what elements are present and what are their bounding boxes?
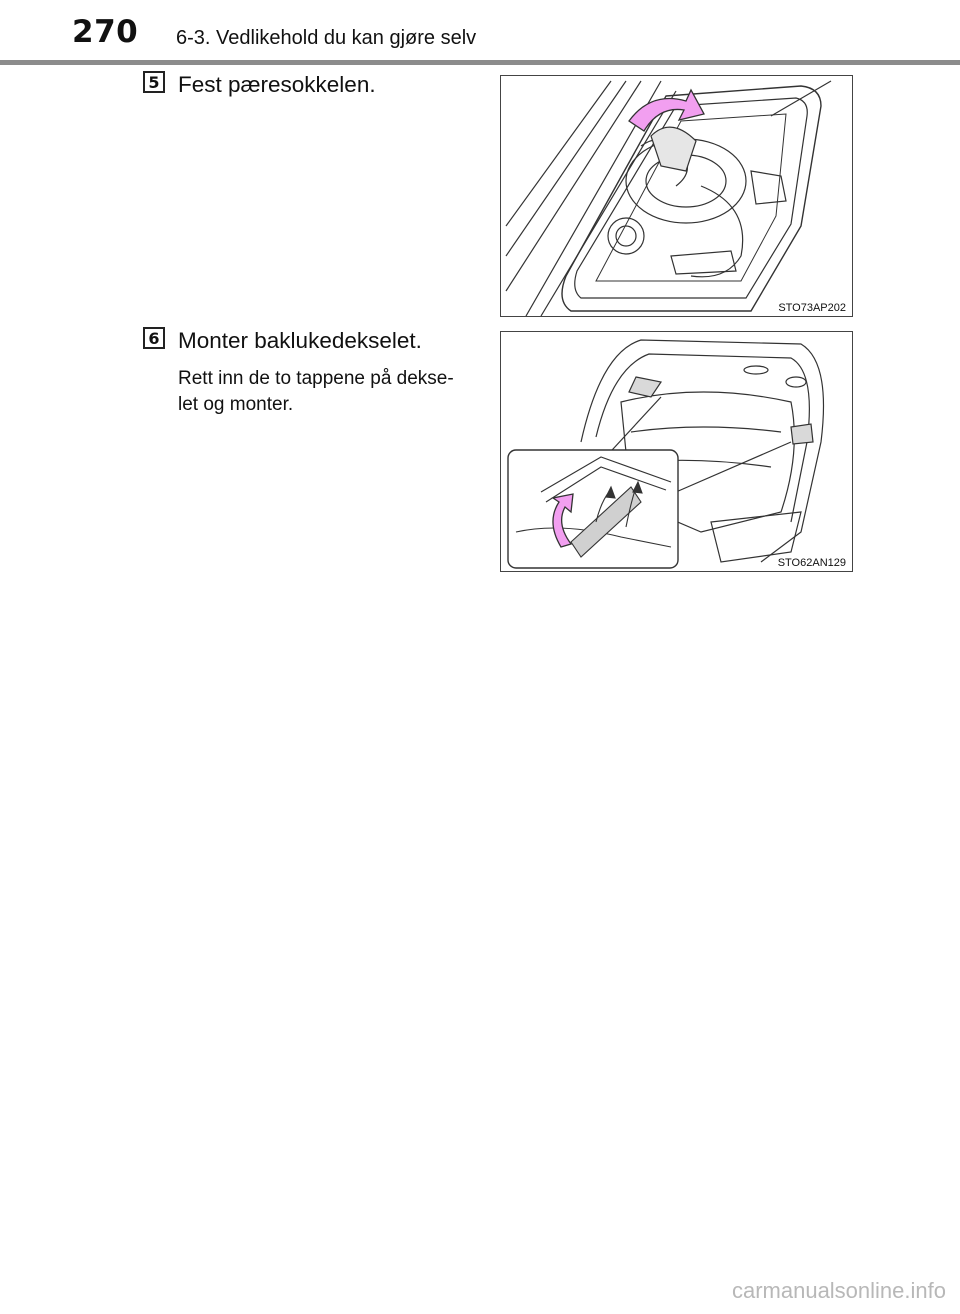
figure-code: STO62AN129 <box>777 557 846 569</box>
bulb-socket-figure <box>500 75 853 317</box>
step-instruction: Monter baklukedekselet. <box>178 328 422 353</box>
header-rule <box>0 60 960 65</box>
inset-detail-frame <box>508 450 678 568</box>
tailgate-cover-figure <box>500 331 853 572</box>
bulb-socket-illustration <box>501 76 852 316</box>
step-subinstruction: Rett inn de to tappene på dekse- let og monter. <box>178 368 454 415</box>
step-number-badge: 5 <box>143 71 165 93</box>
step-number-badge: 6 <box>143 327 165 349</box>
section-title: 6-3. Vedlikehold du kan gjøre selv <box>176 27 477 49</box>
figure-code: STO73AP202 <box>778 302 846 314</box>
tailgate-cover-illustration <box>501 332 852 571</box>
watermark: carmanualsonline.info <box>731 1278 946 1303</box>
page-number: 270 <box>72 14 139 50</box>
step-instruction: Fest pæresokkelen. <box>178 72 376 97</box>
